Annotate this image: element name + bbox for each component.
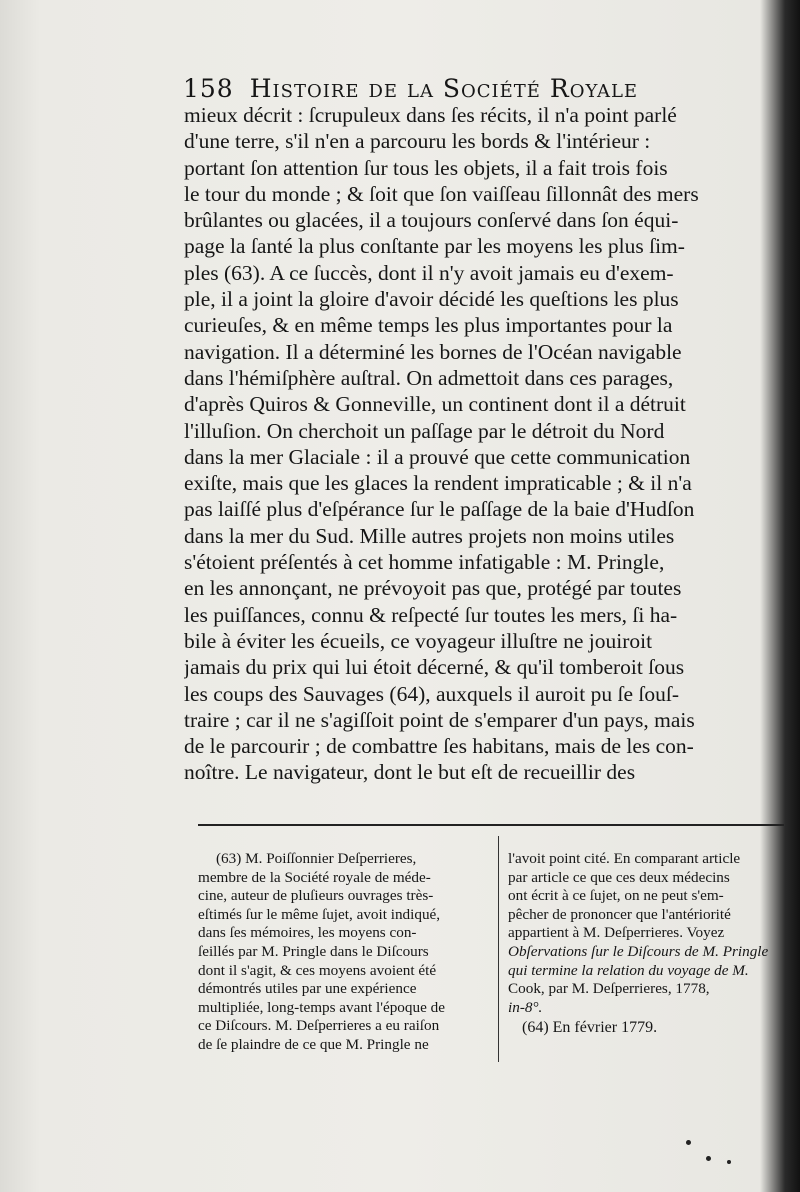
footnote-line: eſtimés ſur le même ſujet, avoit indiqué, (198, 905, 441, 923)
body-line: traire ; car il ne s'agiſſoit point de s'emparer d'un pays, mais (184, 707, 695, 732)
footnote-line: de ſe plaindre de ce que M. Pringle ne (198, 1035, 429, 1053)
footnote-rule (198, 824, 784, 826)
footnote-column-left (198, 850, 492, 1055)
body-line: en les annonçant, ne prévoyoit pas que, protégé par toutes (184, 576, 682, 601)
body-text (184, 102, 784, 786)
body-line: noître. Le navigateur, dont le but eſt de recueillir des (184, 760, 636, 785)
body-line: dans la mer du Sud. Mille autres projets non moins utiles (184, 523, 675, 548)
body-line: le tour du monde ; & ſoit que ſon vaiſſeau ſillonnât des mers (184, 181, 699, 206)
footnote-64: (64) En février 1779. (522, 1019, 658, 1037)
footnote-line-italic: Obſervations ſur le Diſcours de M. Pringle (508, 942, 769, 960)
body-line: s'étoient préſentés à cet homme infatigable : M. Pringle, (184, 550, 665, 575)
body-line: pas laiſſé plus d'eſpérance ſur le paſſage de la baie d'Hudſon (184, 497, 695, 522)
body-line: les puiſſances, connu & reſpecté ſur toutes les mers, ſi ha- (184, 602, 678, 627)
footnote-line-italic: in-8°. (508, 998, 543, 1016)
body-line: ple, il a joint la gloire d'avoir décidé les queſtions les plus (184, 287, 679, 312)
footnote-line: membre de la Société royale de méde- (198, 868, 431, 886)
body-line: exiſte, mais que les glaces la rendent impraticable ; & il n'a (184, 471, 692, 496)
body-line: portant ſon attention ſur tous les objets, il a fait trois fois (184, 155, 668, 180)
body-line: dans la mer Glaciale : il a prouvé que cette communication (184, 444, 691, 469)
footnote-line: pêcher de prononcer que l'antériorité (508, 905, 731, 923)
body-line: l'illuſion. On cherchoit un paſſage par le détroit du Nord (184, 418, 665, 443)
body-line: brûlantes ou glacées, il a toujours conſervé dans ſon équi- (184, 208, 679, 233)
body-line: navigation. Il a déterminé les bornes de l'Océan navigable (184, 339, 682, 364)
body-line: dans l'hémiſphère auſtral. On admettoit dans ces parages, (184, 365, 674, 390)
running-title: Histoire de la Société Royale (249, 74, 639, 103)
footnote-column-divider (498, 836, 499, 1062)
body-line: de le parcourir ; de combattre ſes habitans, mais de les con- (184, 734, 694, 759)
body-line: page la ſanté la plus conſtante par les moyens les plus ſim- (184, 234, 685, 259)
footnote-line: multipliée, long-temps avant l'époque de (198, 998, 445, 1016)
footnote-line: dans ſes mémoires, les moyens con- (198, 924, 417, 942)
footnote-line-italic: qui termine la relation du voyage de M. (508, 961, 749, 979)
body-line: d'après Quiros & Gonneville, un continent dont il a détruit (184, 392, 686, 417)
footnote-line: démontrés utiles par une expérience (198, 980, 417, 998)
body-line: d'une terre, s'il n'en a parcouru les bords & l'intérieur : (184, 129, 651, 154)
body-line: les coups des Sauvages (64), auxquels il auroit pu ſe ſouſ- (184, 681, 679, 706)
footnote-line: l'avoit point cité. En comparant article (508, 850, 741, 867)
footnote-line: dont il s'agit, & ces moyens avoient été (198, 961, 437, 979)
ink-speck (686, 1140, 691, 1145)
footnote-line: par article ce que ces deux médecins (508, 868, 730, 886)
ink-speck (727, 1160, 731, 1164)
body-line: mieux décrit : ſcrupuleux dans ſes récits, il n'a point parlé (184, 103, 677, 127)
page-number: 158 (183, 74, 234, 103)
footnote-line: (63) M. Poiſſonnier Deſperrieres, (216, 850, 417, 867)
footnote-line: Cook, par M. Deſperrieres, 1778, (508, 980, 710, 998)
footnote-line: ont écrit à ce ſujet, on ne peut s'em- (508, 887, 724, 905)
ink-speck (706, 1156, 711, 1161)
footnote-line: ce Diſcours. M. Deſperrieres a eu raiſon (198, 1017, 440, 1035)
footnote-column-right (508, 850, 788, 1038)
footnote-line: cine, auteur de pluſieurs ouvrages très- (198, 887, 434, 905)
body-line: ples (63). A ce ſuccès, dont il n'y avoit jamais eu d'exem- (184, 260, 674, 285)
body-line: bile à éviter les écueils, ce voyageur illuſtre ne jouiroit (184, 628, 653, 653)
body-line: curieuſes, & en même temps les plus importantes pour la (184, 313, 673, 338)
footnote-line: ſeillés par M. Pringle dans le Diſcours (198, 942, 429, 960)
body-line: jamais du prix qui lui étoit décerné, & qu'il tomberoit ſous (184, 655, 685, 680)
footnote-line: appartient à M. Deſperrieres. Voyez (508, 924, 725, 942)
